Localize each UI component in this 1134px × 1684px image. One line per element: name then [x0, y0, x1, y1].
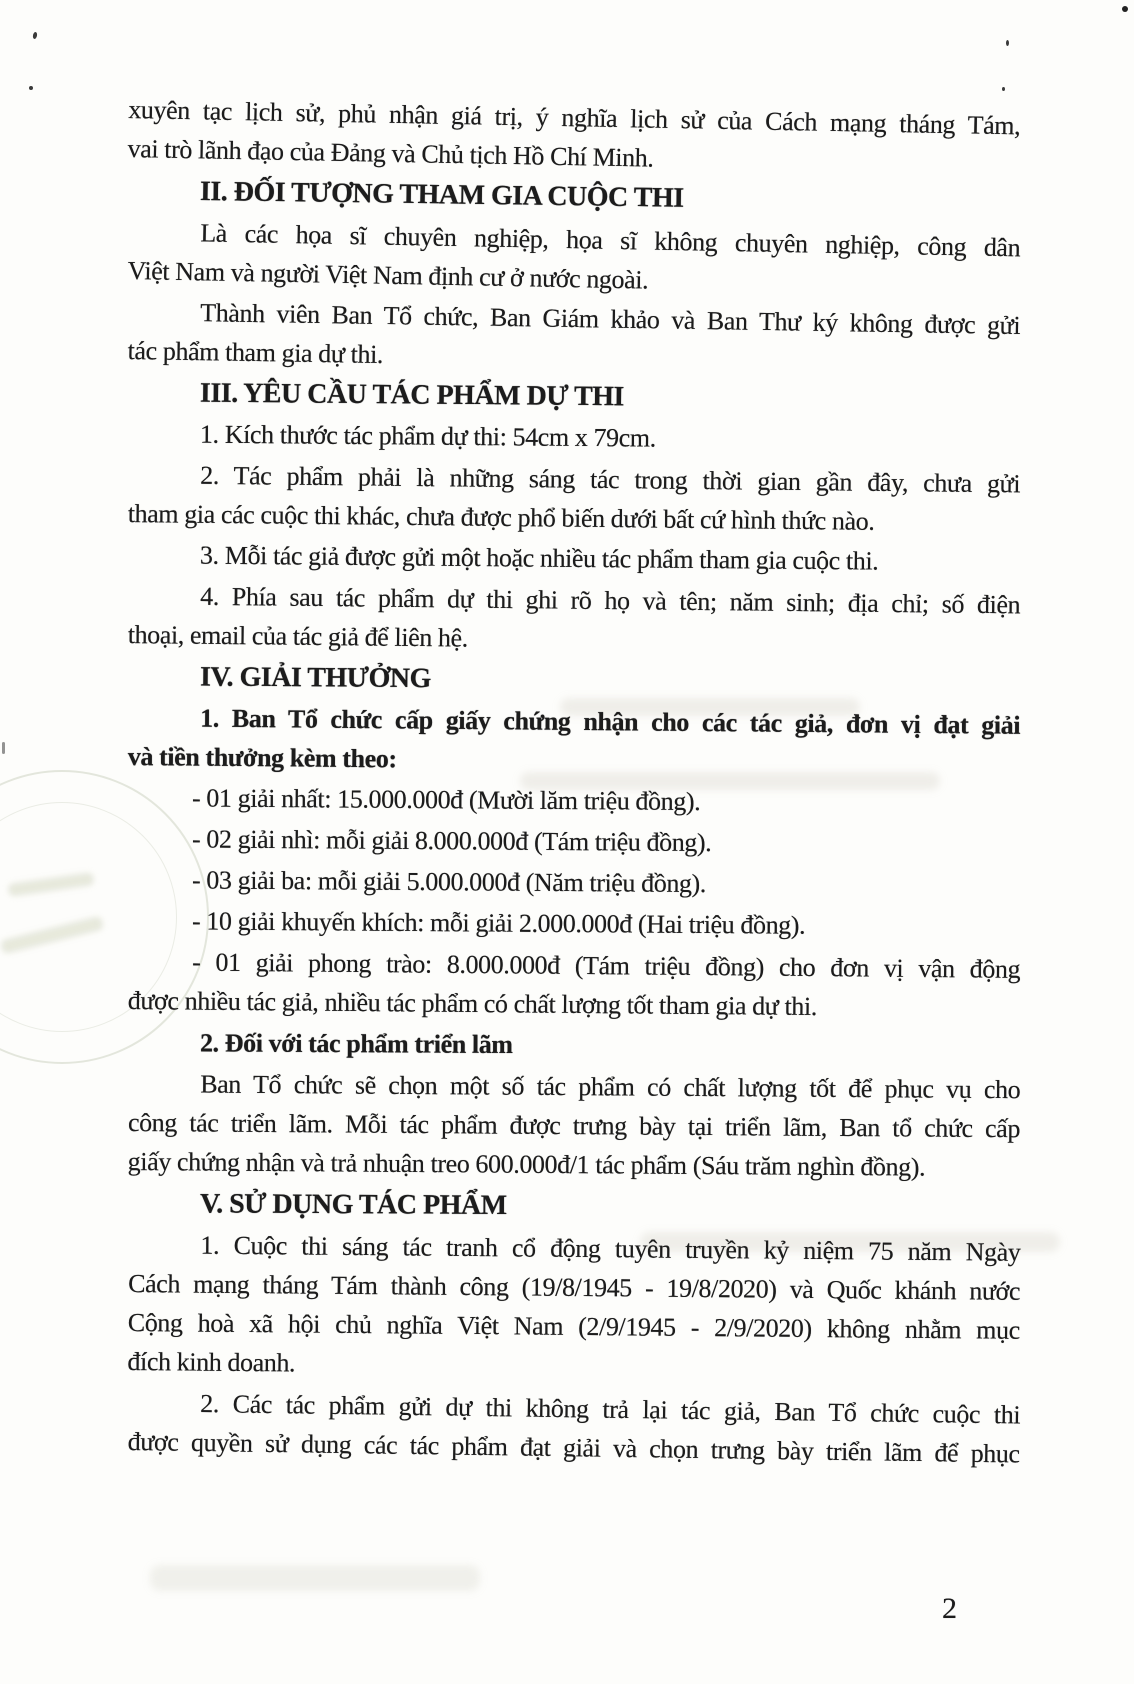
section-heading-iv [128, 657, 1020, 702]
paragraph [128, 455, 1021, 542]
text-line: - 01 giải nhất: 15.000.000đ (Mười lăm triệu đồng). [191, 783, 701, 816]
prize-list-item [128, 819, 1020, 864]
paragraph-continuation [127, 90, 1020, 184]
subheading-exhibition [128, 1023, 1020, 1067]
text-line: được nhiều tác giả, nhiều tác phẩm có chất lượng tốt tham gia dự thi. [127, 985, 818, 1022]
section-heading-v [128, 1184, 1020, 1228]
text-line: được quyền sử dụng các tác phẩm đạt giải và chọn trưng bày triển lãm để phục [127, 1426, 1020, 1469]
text-line: - 02 giải nhì: mỗi giải 8.000.000đ (Tám triệu đồng). [191, 824, 712, 858]
heading-line: 2. Đối với tác phẩm triển lãm [199, 1028, 513, 1060]
bold-paragraph [128, 698, 1021, 784]
text-line: Cộng hoà xã hội chủ nghĩa Việt Nam (2/9/1945 - 2/9/2020) không nhằm mục [127, 1307, 1020, 1345]
scan-speck [1122, 6, 1128, 12]
text-line: Thành viên Ban Tổ chức, Ban Giám khảo và Ban Thư ký không được gửi [200, 298, 1021, 341]
text-line: - 03 giải ba: mỗi giải 5.000.000đ (Năm triệu đồng). [191, 865, 707, 899]
paragraph [128, 576, 1021, 663]
paragraph [127, 1383, 1020, 1473]
text-line: thoại, email của tác giả để liên hệ. [127, 619, 468, 653]
heading-line: V. SỬ DỤNG TÁC PHẨM [199, 1188, 507, 1221]
prize-list-item [128, 778, 1020, 823]
ink-bleed-artifact [150, 1565, 480, 1591]
text-line: Việt Nam và người Việt Nam định cư ở nước ngoài. [127, 255, 649, 295]
section-heading-iii [128, 373, 1020, 420]
paragraph [128, 1064, 1021, 1187]
text-line: vai trò lãnh đạo của Đảng và Chủ tịch Hồ Chí Minh. [127, 133, 654, 173]
text-line: và tiền thưởng kèm theo: [127, 741, 397, 774]
page-number: 2 [942, 1592, 957, 1625]
paragraph [128, 414, 1020, 461]
text-line: 4. Phía sau tác phẩm dự thi ghi rõ họ và tên; năm sinh; địa chỉ; số điện [200, 581, 1021, 620]
scan-speck [1006, 40, 1009, 46]
text-line: công tác triển lãm. Mỗi tác phẩm được trưng bày tại triển lãm, Ban tổ chức cấp [127, 1108, 1021, 1144]
text-line: 2. Các tác phẩm gửi dự thi không trả lại tác giả, Ban Tổ chức cuộc thi [200, 1389, 1021, 1430]
text-line: 1. Ban Tổ chức cấp giấy chứng nhận cho các tác giả, đơn vị đạt giải [200, 703, 1021, 740]
text-line: xuyên tạc lịch sử, phủ nhận giá trị, ý nghĩa lịch sử của Cách mạng tháng Tám, [128, 95, 1021, 141]
text-line: 2. Tác phẩm phải là những sáng tác trong thời gian gần đây, chưa gửi [200, 460, 1021, 499]
paragraph [127, 212, 1020, 306]
text-line: đích kinh doanh. [127, 1346, 296, 1378]
text-line: 3. Mỗi tác giả được gửi một hoặc nhiều tác phẩm tham gia cuộc thi. [199, 540, 879, 576]
heading-line: III. YÊU CẦU TÁC PHẨM DỰ THI [199, 377, 625, 413]
text-line: tác phẩm tham gia dự thi. [127, 335, 384, 370]
text-line: 1. Cuộc thi sáng tác tranh cổ động tuyên truyền kỷ niệm 75 năm Ngày [200, 1230, 1021, 1267]
prize-list-item [128, 942, 1021, 1028]
paragraph [128, 535, 1020, 582]
scan-speck [29, 86, 33, 90]
text-line: - 01 giải phong trào: 8.000.000đ (Tám triệu đồng) cho đơn vị vận động [192, 947, 1021, 984]
text-line: - 10 giải khuyến khích: mỗi giải 2.000.000đ (Hai triệu đồng). [191, 906, 806, 940]
text-line: tham gia các cuộc thi khác, chưa được phổ biến dưới bất cứ hình thức nào. [127, 498, 875, 536]
document-body [127, 90, 1021, 1469]
text-line: giấy chứng nhận và trả nhuận treo 600.000đ/1 tác phẩm (Sáu trăm nghìn đồng). [127, 1146, 926, 1182]
paragraph [127, 1225, 1020, 1389]
scan-speck [2, 742, 5, 754]
text-line: Là các họa sĩ chuyên nghiệp, họa sĩ không chuyên nghiệp, công dân [200, 218, 1021, 263]
prize-list-item [128, 901, 1020, 946]
scan-speck [32, 32, 37, 40]
heading-line: IV. GIẢI THƯỞNG [199, 661, 431, 695]
heading-line: II. ĐỐI TƯỢNG THAM GIA CUỘC THI [199, 176, 684, 214]
text-line: Ban Tổ chức sẽ chọn một số tác phẩm có chất lượng tốt để phục vụ cho [200, 1069, 1021, 1105]
text-line: Cách mạng tháng Tám thành công (19/8/1945 - 19/8/2020) và Quốc khánh nước [128, 1269, 1021, 1306]
prize-list-item [128, 860, 1020, 905]
text-line: 1. Kích thước tác phẩm dự thi: 54cm x 79cm. [199, 419, 656, 453]
paragraph [127, 292, 1020, 384]
